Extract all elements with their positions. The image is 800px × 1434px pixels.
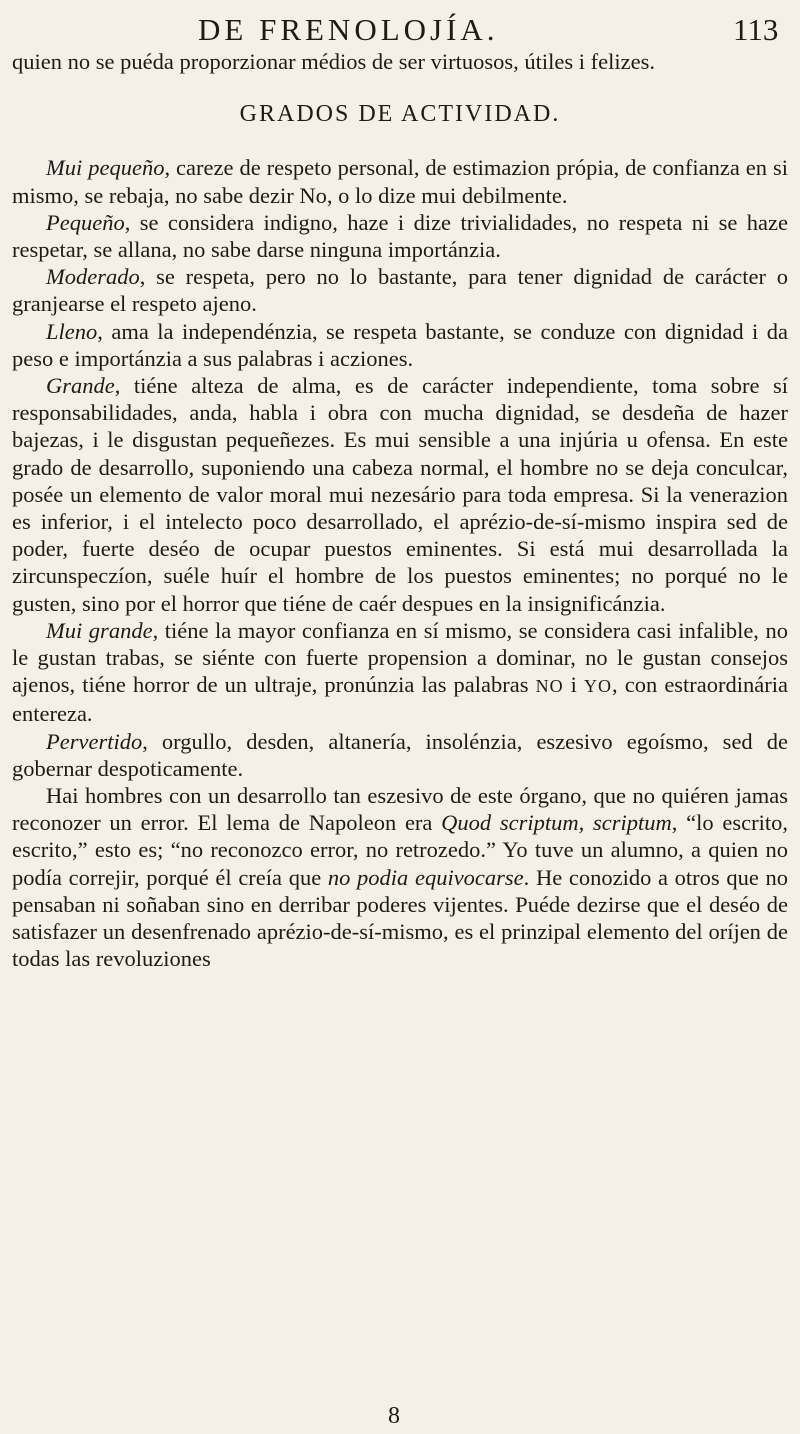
running-title: DE FRENOLOJÍA. (198, 12, 499, 47)
text-closing-b: , “lo escrito, escrito,” esto es; “no reconozco error, no retrozedo.” Yo tuve un alumno, a quien no podía correjir, porqué él creía que (12, 810, 788, 890)
paragraph-grande (12, 372, 788, 617)
term-pequeno: Pequeño (46, 209, 125, 235)
paragraph-lleno (12, 318, 788, 372)
text-mui-pequeno: , careze de respeto personal, de estimazion própia, de confianza en si mismo, se rebaja, no sabe dezir No, o lo dize mui debilmente. (12, 155, 789, 208)
signature-mark: 8 (388, 1403, 400, 1429)
body-text (12, 48, 788, 973)
paragraph-mui-pequeno (12, 154, 788, 208)
word-and: i (563, 672, 585, 698)
paragraph-closing (12, 782, 788, 972)
opening-paragraph (12, 48, 788, 75)
term-grande: Grande (46, 373, 115, 399)
text-closing-c: . He conozido a otros que no pensaban ni soñaban sino en derribar poderes vijentes. Puéde dezirse que el deséo de satisfazer un desenfrenado aprézio-de-sí-mismo, es el prinzipal elemento del oríjen de todas las revoluziones (12, 864, 789, 972)
section-heading: GRADOS DE ACTIVIDAD. (239, 101, 561, 128)
text-moderado: , se respeta, pero no lo bastante, para tener dignidad de carácter o granjearse el respeto ajeno. (12, 264, 788, 317)
paragraph-pervertido (12, 728, 788, 782)
term-pervertido: Pervertido (46, 728, 143, 754)
term-lleno: Lleno (46, 318, 98, 344)
italic-phrase: no podia equivocarse (327, 864, 524, 890)
paragraph-mui-grande (12, 617, 788, 728)
text-pequeno: , se considera indigno, haze i dize trivialidades, no respeta ni se haze respetar, se allana, no sabe darse ninguna importánzia. (12, 209, 788, 263)
word-yo: YO (584, 676, 613, 697)
text-lleno: , ama la independénzia, se respeta bastante, se conduze con dignidad i da peso e importánzia a sus palabras i acziones. (12, 318, 788, 371)
text-closing-a: Hai hombres con un desarrollo tan eszesivo de este órgano, que no quiéren jamas reconozer un error. El lema de Napoleon era (12, 783, 788, 836)
term-mui-pequeno: Mui pequeño (46, 155, 165, 181)
paragraph-pequeno (12, 209, 788, 263)
text-mui-grande-a: , tiéne la mayor confianza en sí mismo, se considera casi infalible, no le gustan trabas, se siénte con fuerte propension a dominar, no le gustan consejos ajenos, tiéne horror de un ultraje, pronúnzia las palabras (12, 617, 788, 698)
latin-motto: Quod scriptum, scriptum (441, 810, 672, 836)
page-number: 113 (733, 12, 779, 47)
word-no: NO (535, 676, 564, 697)
term-moderado: Moderado (46, 264, 140, 290)
text-grande: , tiéne alteza de alma, es de carácter independiente, toma sobre sí responsabilidades, anda, habla i obra con mucha dignidad, se desdeña de hazer bajezas, i le disgustan pequeñezes. Es mui sensible a una injúria u ofensa. En este grado de desarrollo, suponiendo una cabeza normal, el hombre no se deja conculcar, posée un elemento de valor moral mui nezesário para toda empresa. Si la venerazion es inferior, i el intelecto poco desarrollado, el aprézio-de-sí-mismo inspira sed de poder, fuerte deséo de ocupar puestos eminentes. Si está mui desarrollada la zircunspeczíon, suéle huír el hombre de los puestos eminentes; no porqué no le gusten, sino por el horror que tiéne de caér despues en la insignificánzia. (12, 373, 788, 616)
text-pervertido: , orgullo, desden, altanería, insolénzia, eszesivo egoísmo, sed de gobernar despoticamente. (12, 728, 788, 781)
term-mui-grande: Mui grande (46, 617, 153, 643)
opening-text: quien no se puéda proporzionar médios de ser virtuosos, útiles i felizes. (12, 49, 655, 74)
paragraph-moderado (12, 263, 788, 317)
text-mui-grande-b: , con estraordinária entereza. (12, 672, 789, 727)
